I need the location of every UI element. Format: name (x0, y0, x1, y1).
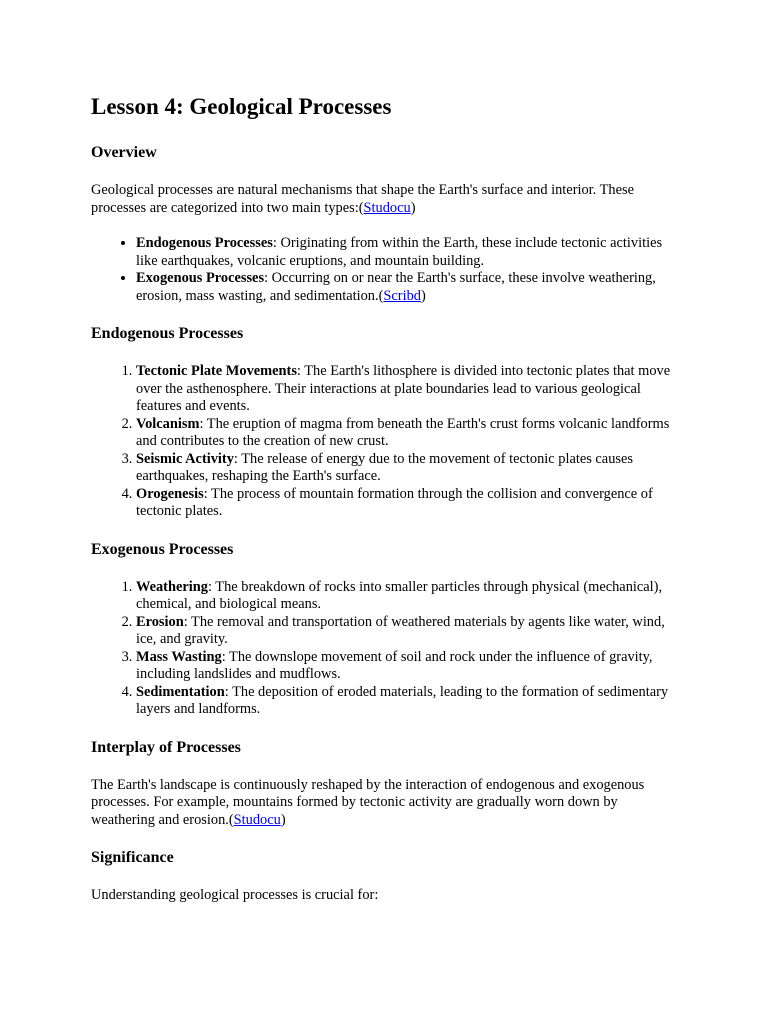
list-item-term: Sedimentation (136, 683, 225, 700)
list-item-desc: : The release of energy due to the movement of tectonic plates causes earthquakes, reshaping the Earth's surface. (136, 450, 633, 484)
list-item (136, 486, 680, 521)
process-types-list (91, 235, 680, 305)
list-item-desc: : The process of mountain formation through the collision and convergence of tectonic plates. (136, 485, 653, 519)
list-item (136, 614, 680, 649)
list-item (136, 649, 680, 684)
list-item (136, 684, 680, 719)
list-item-desc: : The removal and transportation of weathered materials by agents like water, wind, ice, and gravity. (136, 613, 665, 647)
endogenous-list (91, 363, 680, 521)
studocu-link-1[interactable]: Studocu (363, 199, 411, 216)
overview-paragraph (91, 182, 680, 217)
list-item-term: Orogenesis (136, 485, 204, 502)
interplay-close: ) (280, 811, 286, 828)
list-item-desc: : The breakdown of rocks into smaller particles through physical (mechanical), chemical, and biological means. (136, 578, 663, 612)
significance-paragraph: Understanding geological processes is crucial for: (91, 887, 379, 903)
list-item-term: Tectonic Plate Movements (136, 363, 297, 379)
endogenous-heading: Endogenous Processes (91, 325, 244, 342)
exogenous-heading: Exogenous Processes (91, 540, 234, 558)
overview-close: ) (410, 199, 416, 216)
list-item-term: Seismic Activity (136, 450, 234, 467)
list-item-desc: : Originating from within the Earth, these include tectonic activities like earthquakes, volcanic eruptions, and mountain building. (136, 235, 663, 269)
list-item-desc: : The eruption of magma from beneath the Earth's crust forms volcanic landforms and contributes to the creation of new crust. (136, 415, 670, 449)
interplay-paragraph (91, 777, 680, 830)
list-item-term: Weathering (136, 578, 208, 595)
scribd-link[interactable]: Scribd (383, 287, 421, 304)
list-item-term: Exogenous Processes (136, 270, 265, 286)
list-item-endogenous-type (136, 235, 680, 270)
list-item (136, 363, 680, 416)
interplay-text: The Earth's landscape is continuously reshaped by the interaction of endogenous and exogenous processes. For example, mountains formed by tectonic activity are gradually worn down by weathering and erosion.( (91, 776, 645, 828)
page-title: Lesson 4: Geological Processes (91, 94, 392, 119)
interplay-heading: Interplay of Processes (91, 738, 241, 756)
list-item-desc: : The deposition of eroded materials, leading to the formation of sedimentary layers and landforms. (136, 683, 669, 717)
significance-heading: Significance (91, 849, 174, 866)
list-item-term: Volcanism (136, 415, 200, 432)
list-item-desc: : The Earth's lithosphere is divided into tectonic plates that move over the asthenosphere. Their interactions at plate boundaries lead to various geological features and events. (136, 363, 671, 414)
exogenous-list (91, 579, 680, 719)
list-item (136, 451, 680, 486)
list-item-close: ) (420, 287, 426, 304)
list-item (136, 579, 680, 614)
list-item-term: Endogenous Processes (136, 235, 273, 251)
list-item-exogenous-type (136, 270, 680, 305)
list-item (136, 416, 680, 451)
list-item-desc: : The downslope movement of soil and rock under the influence of gravity, including landslides and mudflows. (136, 648, 653, 682)
list-item-term: Erosion (136, 613, 184, 630)
overview-heading: Overview (91, 144, 157, 161)
list-item-term: Mass Wasting (136, 648, 222, 665)
list-item-desc: : Occurring on or near the Earth's surface, these involve weathering, erosion, mass wasting, and sedimentation.( (136, 270, 656, 304)
studocu-link-2[interactable]: Studocu (233, 811, 281, 828)
overview-text: Geological processes are natural mechanisms that shape the Earth's surface and interior. These processes are categorized into two main types:( (91, 182, 634, 216)
